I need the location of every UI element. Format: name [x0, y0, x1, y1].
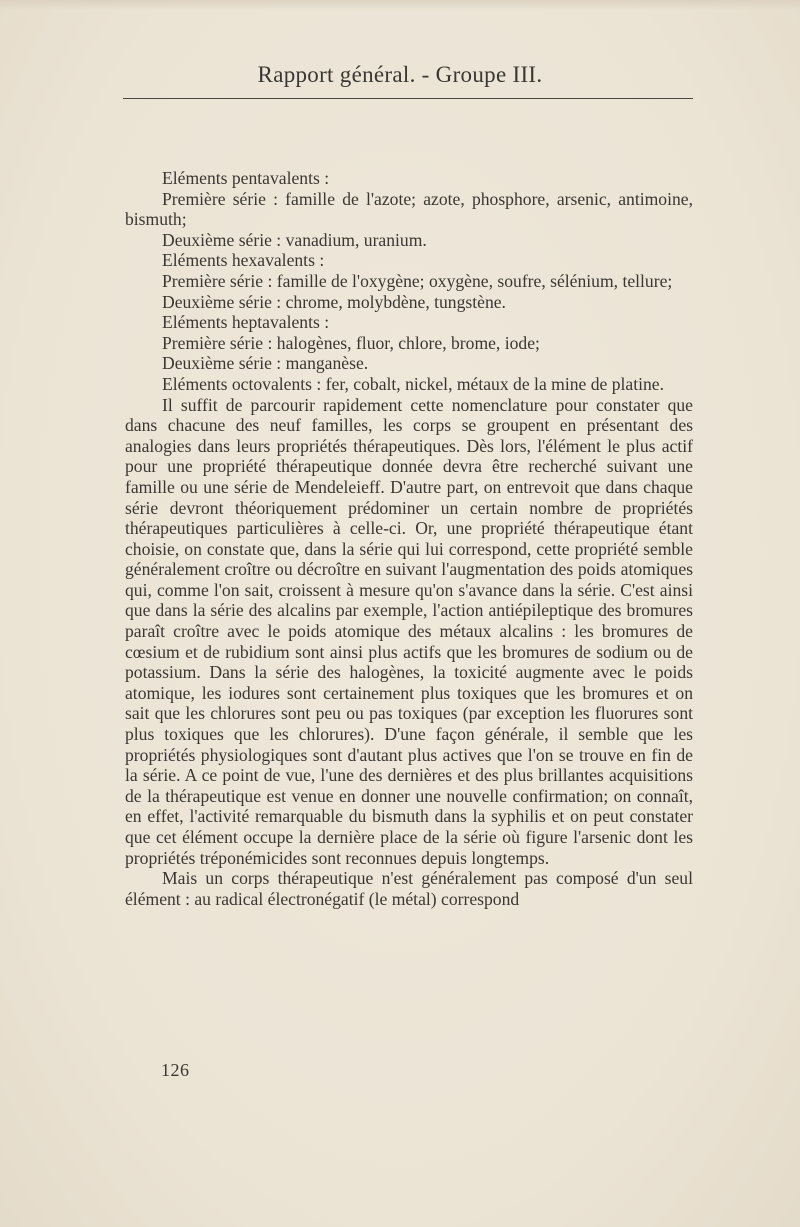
paragraph-heptavalents-second-series: Deuxième série : manganèse.: [162, 353, 369, 374]
running-head: Rapport général. - Groupe III.: [257, 62, 543, 87]
page-number: 126: [161, 1060, 190, 1080]
paragraph-pentavalents-first-series: Première série : famille de l'azote; azote, phosphore, arsenic, antimoine, bismuth;: [125, 188, 693, 230]
page-top-edge: [0, 0, 800, 10]
paragraph-pentavalents-heading: Eléments pentavalents :: [162, 168, 330, 188]
paragraph-octovalents: Eléments octovalents : fer, cobalt, nickel, métaux de la mine de platine.: [162, 373, 665, 394]
paragraph-hexavalents-second-series: Deuxième série : chrome, molybdène, tungstène.: [162, 291, 506, 312]
paragraph-heptavalents-heading: Eléments heptavalents :: [162, 312, 330, 333]
paragraph-heptavalents-first-series: Première série : halogènes, fluor, chlore, brome, iode;: [162, 332, 540, 353]
paragraph-hexavalents-first-series: Première série : famille de l'oxygène; oxygène, soufre, sélénium, tellure;: [162, 270, 673, 291]
paragraph-hexavalents-heading: Eléments hexavalents :: [162, 250, 325, 271]
paragraph-pentavalents-second-series: Deuxième série : vanadium, uranium.: [162, 229, 427, 250]
paragraph-nomenclature-discussion: Il suffit de parcourir rapidement cette nomenclature pour constater que dans chacune des neuf familles, les corps se groupent en présentant des analogies dans leurs propriétés thérapeutiques. Dès lors, l'élément le plus actif pour une propriété thérapeutique donnée devra être recherché suivant une famille ou une série de Mendeleieff. D'autre part, on entrevoit que dans chaque série devront théoriquement prédominer un certain nombre de propriétés thérapeutiques particulières à celle-ci. Or, une propriété thérapeutique étant choisie, on constate que, dans la série qui lui correspond, cette propriété semble généralement croître ou décroître en suivant l'augmentation des poids atomiques qui, comme l'on sait, croissent à mesure qu'on s'avance dans la série. C'est ainsi que dans la série des alcalins par exemple, l'action antiépileptique des bromures paraît croître avec le poids atomique des métaux alcalins : les bromures de cœsium et de rubidium sont ainsi plus actifs que les bromures de sodium ou de potassium. Dans la série des halogènes, la toxicité augmente avec le poids atomique, les iodures sont certainement plus toxiques que les bromures et on sait que les chlorures sont peu ou pas toxiques (par exception les fluorures sont plus toxiques que les chlorures). D'une façon générale, il semble que les propriétés physiologiques sont d'autant plus actives que l'on se trouve en fin de la série. A ce point de vue, l'une des dernières et des plus brillantes acquisitions de la thérapeutique est venue en donner une nouvelle confirmation; on connaît, en effet, l'activité remarquable du bismuth dans la syphilis et on peut constater que cet élément occupe la dernière place de la série où figure l'arsenic dont les propriétés tréponémicides sont reconnues depuis longtemps.: [125, 394, 693, 868]
header-rule: [123, 98, 693, 99]
body-text: [125, 168, 693, 909]
paragraph-compound-bodies: Mais un corps thérapeutique n'est généralement pas composé d'un seul élément : au radical électronégatif (le métal) correspond: [125, 868, 693, 909]
